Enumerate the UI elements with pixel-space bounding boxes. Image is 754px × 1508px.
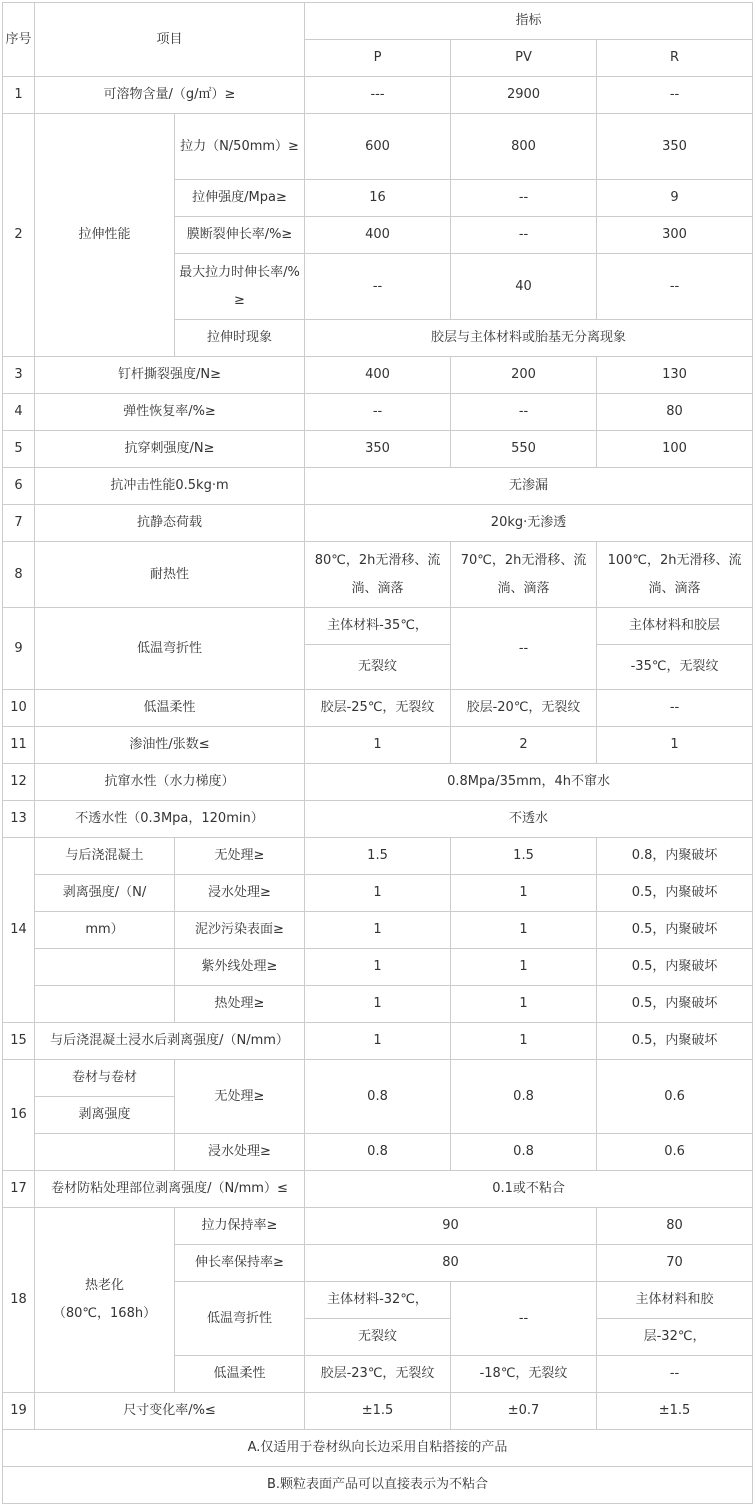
cell-r-top: 主体材料和胶 xyxy=(597,1282,753,1319)
cell-p: 0.8 xyxy=(305,1060,451,1134)
cell-p: 1 xyxy=(305,875,451,912)
cell-r: -- xyxy=(597,77,753,114)
note-a: A.仅适用于卷材纵向长边采用自粘搭接的产品 xyxy=(3,1430,753,1467)
cell-merged: 不透水 xyxy=(305,801,753,838)
cell-p-pv: 80 xyxy=(305,1245,597,1282)
cell-pv: 胶层-20℃，无裂纹 xyxy=(451,690,597,727)
row-subitem: 浸水处理≥ xyxy=(175,875,305,912)
cell-r: 100℃，2h无滑移、流淌、滴落 xyxy=(597,542,753,608)
cell-r: -- xyxy=(597,1356,753,1393)
row-item: 不透水性（0.3Mpa，120min） xyxy=(35,801,305,838)
cell-pv: 2900 xyxy=(451,77,597,114)
cell-p-bottom: 无裂纹 xyxy=(305,1319,451,1356)
cell-r: 0.6 xyxy=(597,1134,753,1171)
cell-p: 1 xyxy=(305,912,451,949)
cell-r: 1 xyxy=(597,727,753,764)
cell-p: 胶层-25℃，无裂纹 xyxy=(305,690,451,727)
row-number: 19 xyxy=(3,1393,35,1430)
cell-p: 1 xyxy=(305,727,451,764)
cell-r: -- xyxy=(597,690,753,727)
cell-p: 16 xyxy=(305,180,451,217)
cell-merged: 0.1或不粘合 xyxy=(305,1171,753,1208)
row-number: 3 xyxy=(3,357,35,394)
cell-p: -- xyxy=(305,394,451,431)
row-group-line2: 剥离强度/（N/ xyxy=(35,875,175,912)
cell-p: 1 xyxy=(305,1023,451,1060)
row-number: 6 xyxy=(3,468,35,505)
cell-pv: 1 xyxy=(451,1023,597,1060)
row-item: 可溶物含量/（g/㎡）≥ xyxy=(35,77,305,114)
header-r: R xyxy=(597,40,753,77)
row-subitem: 膜断裂伸长率/%≥ xyxy=(175,217,305,254)
cell-p: 400 xyxy=(305,217,451,254)
row-subitem: 低温弯折性 xyxy=(175,1282,305,1356)
row-group-blank xyxy=(35,949,175,986)
cell-p: 1.5 xyxy=(305,838,451,875)
cell-r: -- xyxy=(597,254,753,320)
cell-r: 0.5，内聚破坏 xyxy=(597,1023,753,1060)
row-item: 弹性恢复率/%≥ xyxy=(35,394,305,431)
cell-p-top: 主体材料-32℃， xyxy=(305,1282,451,1319)
cell-merged: 无渗漏 xyxy=(305,468,753,505)
cell-pv: -- xyxy=(451,217,597,254)
row-subitem: 拉伸时现象 xyxy=(175,320,305,357)
cell-r: 130 xyxy=(597,357,753,394)
cell-pv: 800 xyxy=(451,114,597,180)
header-seq: 序号 xyxy=(3,3,35,77)
row-number: 4 xyxy=(3,394,35,431)
row-item: 抗窜水性（水力梯度） xyxy=(35,764,305,801)
cell-r: 80 xyxy=(597,1208,753,1245)
cell-r: 0.5，内聚破坏 xyxy=(597,949,753,986)
row-subitem: 泥沙污染表面≥ xyxy=(175,912,305,949)
cell-r: 0.5，内聚破坏 xyxy=(597,986,753,1023)
row-number: 7 xyxy=(3,505,35,542)
row-subitem: 伸长率保持率≥ xyxy=(175,1245,305,1282)
header-item: 项目 xyxy=(35,3,305,77)
row-number: 10 xyxy=(3,690,35,727)
row-number: 11 xyxy=(3,727,35,764)
row-group-line3: mm） xyxy=(35,912,175,949)
cell-p-bottom: 无裂纹 xyxy=(305,645,451,690)
cell-pv: 200 xyxy=(451,357,597,394)
spec-table xyxy=(2,2,753,1504)
cell-r: 350 xyxy=(597,114,753,180)
cell-r: 300 xyxy=(597,217,753,254)
row-subitem: 拉力保持率≥ xyxy=(175,1208,305,1245)
cell-pv: ±0.7 xyxy=(451,1393,597,1430)
cell-pv: 1 xyxy=(451,949,597,986)
cell-r: 80 xyxy=(597,394,753,431)
row-group: 拉伸性能 xyxy=(35,114,175,357)
row-number: 8 xyxy=(3,542,35,608)
row-item: 与后浇混凝土浸水后剥离强度/（N/mm） xyxy=(35,1023,305,1060)
cell-p: 胶层-23℃，无裂纹 xyxy=(305,1356,451,1393)
cell-p-pv: 90 xyxy=(305,1208,597,1245)
cell-r: 0.8，内聚破坏 xyxy=(597,838,753,875)
cell-pv: 2 xyxy=(451,727,597,764)
cell-pv: 1 xyxy=(451,912,597,949)
row-subitem: 浸水处理≥ xyxy=(175,1134,305,1171)
header-p: P xyxy=(305,40,451,77)
cell-p: 1 xyxy=(305,986,451,1023)
row-group-blank xyxy=(35,986,175,1023)
row-group-line1: 热老化 xyxy=(84,1278,124,1293)
cell-r: ±1.5 xyxy=(597,1393,753,1430)
row-item: 渗油性/张数≤ xyxy=(35,727,305,764)
row-subitem: 紫外线处理≥ xyxy=(175,949,305,986)
row-group-blank xyxy=(35,1134,175,1171)
row-number: 17 xyxy=(3,1171,35,1208)
cell-p: --- xyxy=(305,77,451,114)
cell-r-bottom: 层-32℃， xyxy=(597,1319,753,1356)
row-group-line2: 剥离强度 xyxy=(35,1097,175,1134)
header-pv: PV xyxy=(451,40,597,77)
cell-pv: -18℃，无裂纹 xyxy=(451,1356,597,1393)
row-subitem: 最大拉力时伸长率/%≥ xyxy=(175,254,305,320)
row-subitem: 拉伸强度/Mpa≥ xyxy=(175,180,305,217)
row-group xyxy=(35,1208,175,1393)
cell-pv: -- xyxy=(451,394,597,431)
row-item: 钉杆撕裂强度/N≥ xyxy=(35,357,305,394)
row-item: 耐热性 xyxy=(35,542,305,608)
cell-merged: 0.8Mpa/35mm，4h不窜水 xyxy=(305,764,753,801)
header-index: 指标 xyxy=(305,3,753,40)
cell-pv: -- xyxy=(451,608,597,690)
row-subitem: 无处理≥ xyxy=(175,1060,305,1134)
cell-r: 0.6 xyxy=(597,1060,753,1134)
row-group-line2: （80℃，168h） xyxy=(52,1306,157,1321)
row-subitem: 热处理≥ xyxy=(175,986,305,1023)
row-item: 抗穿刺强度/N≥ xyxy=(35,431,305,468)
cell-p: 0.8 xyxy=(305,1134,451,1171)
row-number: 9 xyxy=(3,608,35,690)
row-number: 18 xyxy=(3,1208,35,1393)
row-subitem: 低温柔性 xyxy=(175,1356,305,1393)
cell-r: 70 xyxy=(597,1245,753,1282)
row-number: 15 xyxy=(3,1023,35,1060)
cell-r: 100 xyxy=(597,431,753,468)
cell-pv: 0.8 xyxy=(451,1134,597,1171)
cell-pv: 1 xyxy=(451,875,597,912)
cell-pv: 1.5 xyxy=(451,838,597,875)
note-b: B.颗粒表面产品可以直接表示为不粘合 xyxy=(3,1467,753,1504)
cell-pv: 1 xyxy=(451,986,597,1023)
cell-p: ±1.5 xyxy=(305,1393,451,1430)
cell-r: 9 xyxy=(597,180,753,217)
cell-r: 0.5，内聚破坏 xyxy=(597,912,753,949)
row-item: 低温柔性 xyxy=(35,690,305,727)
row-number: 12 xyxy=(3,764,35,801)
row-number: 14 xyxy=(3,838,35,1023)
cell-pv: 70℃，2h无滑移、流淌、滴落 xyxy=(451,542,597,608)
cell-p: 1 xyxy=(305,949,451,986)
row-number: 1 xyxy=(3,77,35,114)
cell-p-top: 主体材料-35℃， xyxy=(305,608,451,645)
row-number: 5 xyxy=(3,431,35,468)
cell-pv: 40 xyxy=(451,254,597,320)
cell-pv: -- xyxy=(451,1282,597,1356)
row-group-line1: 与后浇混凝土 xyxy=(35,838,175,875)
cell-p: 350 xyxy=(305,431,451,468)
row-group-line1: 卷材与卷材 xyxy=(35,1060,175,1097)
row-item: 抗静态荷载 xyxy=(35,505,305,542)
row-subitem: 无处理≥ xyxy=(175,838,305,875)
cell-p: 400 xyxy=(305,357,451,394)
cell-pv: 0.8 xyxy=(451,1060,597,1134)
cell-pv: -- xyxy=(451,180,597,217)
row-subitem: 拉力（N/50mm）≥ xyxy=(175,114,305,180)
cell-r: 0.5，内聚破坏 xyxy=(597,875,753,912)
cell-merged: 20kg·无渗透 xyxy=(305,505,753,542)
row-item: 低温弯折性 xyxy=(35,608,305,690)
cell-p: -- xyxy=(305,254,451,320)
row-item: 卷材防粘处理部位剥离强度/（N/mm）≤ xyxy=(35,1171,305,1208)
cell-r-bottom: -35℃，无裂纹 xyxy=(597,645,753,690)
cell-r-top: 主体材料和胶层 xyxy=(597,608,753,645)
cell-p: 600 xyxy=(305,114,451,180)
cell-merged: 胶层与主体材料或胎基无分离现象 xyxy=(305,320,753,357)
row-number: 16 xyxy=(3,1060,35,1171)
row-item: 尺寸变化率/%≤ xyxy=(35,1393,305,1430)
row-number: 13 xyxy=(3,801,35,838)
row-item: 抗冲击性能0.5kg·m xyxy=(35,468,305,505)
cell-p: 80℃，2h无滑移、流淌、滴落 xyxy=(305,542,451,608)
cell-pv: 550 xyxy=(451,431,597,468)
row-number: 2 xyxy=(3,114,35,357)
